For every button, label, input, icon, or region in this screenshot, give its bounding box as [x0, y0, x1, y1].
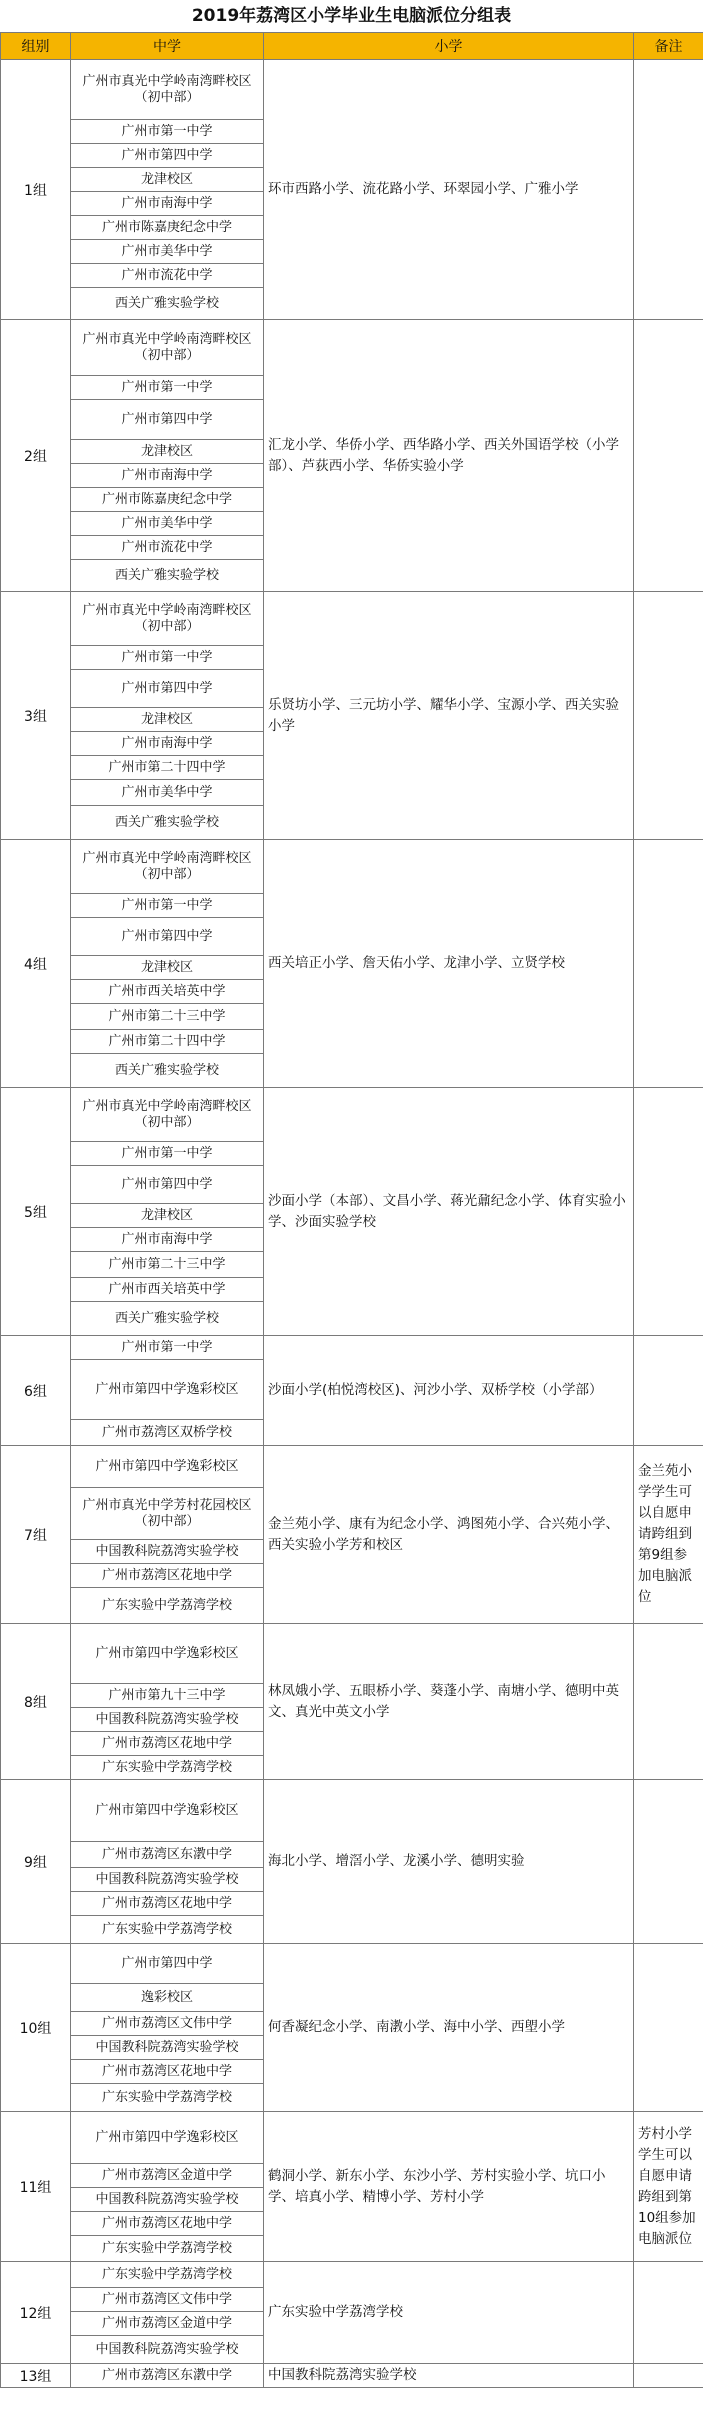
- middle-school-cell: 广州市第四中学逸彩校区: [71, 1780, 264, 1842]
- middle-school-cell: 西关广雅实验学校: [71, 288, 264, 320]
- middle-school-cell: 广州市第四中学: [71, 918, 264, 956]
- table-row: [1, 1088, 703, 1142]
- middle-school-cell: 广州市荔湾区双桥学校: [71, 1420, 264, 1446]
- primary-schools-cell: 西关培正小学、詹天佑小学、龙津小学、立贤学校: [264, 840, 634, 1088]
- middle-school-cell: 中国教科院荔湾实验学校: [71, 2336, 264, 2364]
- group-label: 8组: [1, 1624, 71, 1780]
- middle-school-cell: 中国教科院荔湾实验学校: [71, 1708, 264, 1732]
- middle-school-cell: 广州市荔湾区花地中学: [71, 1564, 264, 1588]
- middle-school-cell: 广东实验中学荔湾学校: [71, 1916, 264, 1944]
- middle-school-cell: 广州市陈嘉庚纪念中学: [71, 488, 264, 512]
- header-note: 备注: [634, 33, 703, 60]
- middle-school-cell: 广州市第四中学逸彩校区: [71, 1624, 264, 1684]
- middle-school-cell: 广州市第一中学: [71, 1142, 264, 1166]
- group-label: 2组: [1, 320, 71, 592]
- group-label: 11组: [1, 2112, 71, 2262]
- allocation-table: [0, 32, 703, 2388]
- middle-school-cell: 西关广雅实验学校: [71, 560, 264, 592]
- middle-school-cell: 广东实验中学荔湾学校: [71, 1588, 264, 1624]
- middle-school-cell: 广州市第四中学: [71, 400, 264, 440]
- middle-school-cell: 广州市第九十三中学: [71, 1684, 264, 1708]
- middle-school-cell: 广州市第四中学: [71, 670, 264, 708]
- middle-school-cell: 龙津校区: [71, 708, 264, 732]
- middle-school-cell: 广州市美华中学: [71, 512, 264, 536]
- table-body: [1, 60, 703, 2388]
- group-label: 6组: [1, 1336, 71, 1446]
- note-cell: [634, 1944, 703, 2112]
- middle-school-cell: 广州市荔湾区金道中学: [71, 2312, 264, 2336]
- middle-school-cell: 龙津校区: [71, 956, 264, 980]
- table-row: [1, 320, 703, 376]
- note-cell: [634, 320, 703, 592]
- table-row: [1, 1446, 703, 1488]
- table-row: [1, 2262, 703, 2288]
- middle-school-cell: 广州市第二十四中学: [71, 1030, 264, 1054]
- middle-school-cell: 中国教科院荔湾实验学校: [71, 2036, 264, 2060]
- middle-school-cell: 广州市第四中学逸彩校区: [71, 2112, 264, 2164]
- group-label: 5组: [1, 1088, 71, 1336]
- note-cell: [634, 1336, 703, 1446]
- middle-school-cell: 中国教科院荔湾实验学校: [71, 1540, 264, 1564]
- middle-school-cell: 广州市真光中学芳村花园校区（初中部）: [71, 1488, 264, 1540]
- page-title: 2019年荔湾区小学毕业生电脑派位分组表: [191, 6, 512, 26]
- primary-schools-cell: 沙面小学(柏悦湾校区)、河沙小学、双桥学校（小学部）: [264, 1336, 634, 1446]
- middle-school-cell: 广州市南海中学: [71, 732, 264, 756]
- note-cell: [634, 1780, 703, 1944]
- middle-school-cell: 广东实验中学荔湾学校: [71, 2262, 264, 2288]
- middle-school-cell: 广州市第一中学: [71, 894, 264, 918]
- primary-schools-cell: 广东实验中学荔湾学校: [264, 2262, 634, 2364]
- header-middle-school: 中学: [71, 33, 264, 60]
- group-label: 7组: [1, 1446, 71, 1624]
- middle-school-cell: 广州市南海中学: [71, 192, 264, 216]
- middle-school-cell: 广州市第一中学: [71, 1336, 264, 1360]
- middle-school-cell: 中国教科院荔湾实验学校: [71, 1868, 264, 1892]
- middle-school-cell: 广州市美华中学: [71, 240, 264, 264]
- table-row: [1, 1944, 703, 1984]
- middle-school-cell: 广州市荔湾区文伟中学: [71, 2288, 264, 2312]
- middle-school-cell: 广州市第一中学: [71, 376, 264, 400]
- primary-schools-cell: 金兰苑小学、康有为纪念小学、鸿图苑小学、合兴苑小学、西关实验小学芳和校区: [264, 1446, 634, 1624]
- note-cell: [634, 1624, 703, 1780]
- middle-school-cell: 广州市第一中学: [71, 120, 264, 144]
- middle-school-cell: 广州市荔湾区花地中学: [71, 2212, 264, 2236]
- middle-school-cell: 广州市荔湾区东漖中学: [71, 2364, 264, 2388]
- note-cell: [634, 1088, 703, 1336]
- middle-school-cell: 广州市陈嘉庚纪念中学: [71, 216, 264, 240]
- middle-school-cell: 广州市真光中学岭南湾畔校区（初中部）: [71, 60, 264, 120]
- table-row: [1, 1624, 703, 1684]
- table-row: [1, 592, 703, 646]
- primary-schools-cell: 中国教科院荔湾实验学校: [264, 2364, 634, 2388]
- middle-school-cell: 广东实验中学荔湾学校: [71, 1756, 264, 1780]
- group-label: 13组: [1, 2364, 71, 2388]
- middle-school-cell: 龙津校区: [71, 168, 264, 192]
- middle-school-cell: 广州市荔湾区花地中学: [71, 1732, 264, 1756]
- middle-school-cell: 广州市西关培英中学: [71, 1278, 264, 1302]
- primary-schools-cell: 环市西路小学、流花路小学、环翠园小学、广雅小学: [264, 60, 634, 320]
- middle-school-cell: 广州市真光中学岭南湾畔校区（初中部）: [71, 840, 264, 894]
- note-cell: [634, 2262, 703, 2364]
- note-cell: 芳村小学学生可以自愿申请跨组到第10组参加电脑派位: [634, 2112, 703, 2262]
- middle-school-cell: 广州市第二十三中学: [71, 1004, 264, 1030]
- middle-school-cell: 广州市荔湾区花地中学: [71, 1892, 264, 1916]
- middle-school-cell: 广州市第四中学: [71, 1166, 264, 1204]
- primary-schools-cell: 沙面小学（本部）、文昌小学、蒋光鼐纪念小学、体育实验小学、沙面实验学校: [264, 1088, 634, 1336]
- middle-school-cell: 广州市荔湾区花地中学: [71, 2060, 264, 2084]
- note-cell: [634, 840, 703, 1088]
- middle-school-cell: 广州市真光中学岭南湾畔校区（初中部）: [71, 592, 264, 646]
- middle-school-cell: 广州市南海中学: [71, 1228, 264, 1252]
- middle-school-cell: 广州市第二十三中学: [71, 1252, 264, 1278]
- primary-schools-cell: 林凤娥小学、五眼桥小学、葵蓬小学、南塘小学、德明中英文、真光中英文小学: [264, 1624, 634, 1780]
- table-row: [1, 1780, 703, 1842]
- group-label: 9组: [1, 1780, 71, 1944]
- header-group: 组别: [1, 33, 71, 60]
- middle-school-cell: 广州市第四中学: [71, 144, 264, 168]
- middle-school-cell: 广州市第四中学: [71, 1944, 264, 1984]
- middle-school-cell: 逸彩校区: [71, 1984, 264, 2012]
- middle-school-cell: 广州市第二十四中学: [71, 756, 264, 780]
- group-label: 12组: [1, 2262, 71, 2364]
- middle-school-cell: 广东实验中学荔湾学校: [71, 2084, 264, 2112]
- middle-school-cell: 广州市美华中学: [71, 780, 264, 806]
- middle-school-cell: 广州市流花中学: [71, 536, 264, 560]
- middle-school-cell: 广州市西关培英中学: [71, 980, 264, 1004]
- middle-school-cell: 中国教科院荔湾实验学校: [71, 2188, 264, 2212]
- header-row: [1, 33, 703, 60]
- middle-school-cell: 龙津校区: [71, 440, 264, 464]
- table-row: [1, 60, 703, 120]
- group-label: 3组: [1, 592, 71, 840]
- table-row: [1, 2364, 703, 2388]
- middle-school-cell: 西关广雅实验学校: [71, 1054, 264, 1088]
- group-label: 1组: [1, 60, 71, 320]
- table-row: [1, 2112, 703, 2164]
- middle-school-cell: 广州市荔湾区金道中学: [71, 2164, 264, 2188]
- note-cell: [634, 592, 703, 840]
- middle-school-cell: 龙津校区: [71, 1204, 264, 1228]
- primary-schools-cell: 鹤洞小学、新东小学、东沙小学、芳村实验小学、坑口小学、培真小学、精博小学、芳村小学: [264, 2112, 634, 2262]
- primary-schools-cell: 乐贤坊小学、三元坊小学、耀华小学、宝源小学、西关实验小学: [264, 592, 634, 840]
- middle-school-cell: 广州市第一中学: [71, 646, 264, 670]
- middle-school-cell: 广州市第四中学逸彩校区: [71, 1446, 264, 1488]
- middle-school-cell: 西关广雅实验学校: [71, 1302, 264, 1336]
- middle-school-cell: 广州市荔湾区文伟中学: [71, 2012, 264, 2036]
- table-row: [1, 1336, 703, 1360]
- table-row: [1, 840, 703, 894]
- group-label: 4组: [1, 840, 71, 1088]
- note-cell: [634, 2364, 703, 2388]
- middle-school-cell: 广州市真光中学岭南湾畔校区（初中部）: [71, 320, 264, 376]
- primary-schools-cell: 何香凝纪念小学、南漖小学、海中小学、西塱小学: [264, 1944, 634, 2112]
- middle-school-cell: 西关广雅实验学校: [71, 806, 264, 840]
- middle-school-cell: 广州市第四中学逸彩校区: [71, 1360, 264, 1420]
- note-cell: 金兰苑小学学生可以自愿申请跨组到第9组参加电脑派位: [634, 1446, 703, 1624]
- primary-schools-cell: 海北小学、增滘小学、龙溪小学、德明实验: [264, 1780, 634, 1944]
- middle-school-cell: 广州市南海中学: [71, 464, 264, 488]
- middle-school-cell: 广州市流花中学: [71, 264, 264, 288]
- middle-school-cell: 广东实验中学荔湾学校: [71, 2236, 264, 2262]
- header-primary-school: 小学: [264, 33, 634, 60]
- primary-schools-cell: 汇龙小学、华侨小学、西华路小学、西关外国语学校（小学部）、芦荻西小学、华侨实验小学: [264, 320, 634, 592]
- group-label: 10组: [1, 1944, 71, 2112]
- middle-school-cell: 广州市真光中学岭南湾畔校区（初中部）: [71, 1088, 264, 1142]
- note-cell: [634, 60, 703, 320]
- middle-school-cell: 广州市荔湾区东漖中学: [71, 1842, 264, 1868]
